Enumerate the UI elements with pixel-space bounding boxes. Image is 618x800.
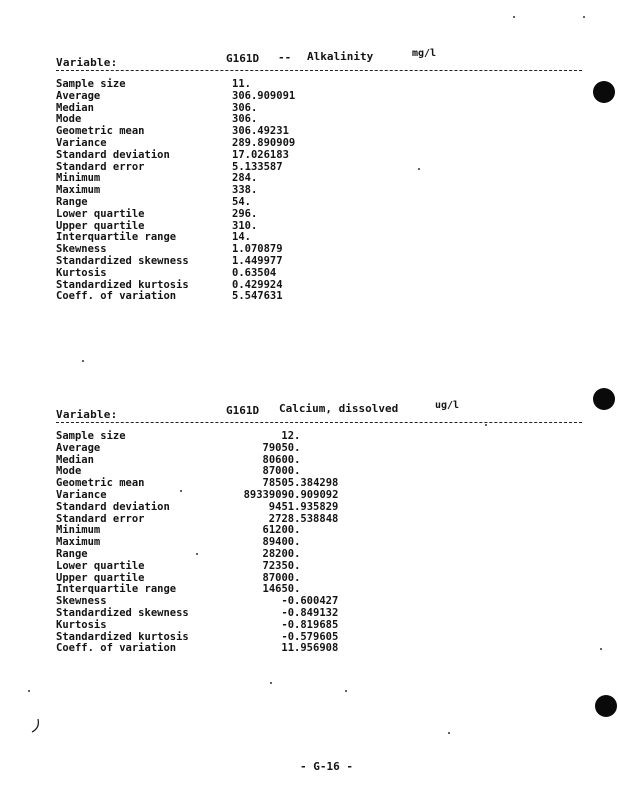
stat-row [56,430,582,442]
stat-row [56,489,582,501]
stat-row [56,536,582,548]
stat-row [56,102,582,114]
stat-value: 17.026183 [232,148,289,161]
stat-value: 89339090.909092 [243,488,339,501]
scan-speck [448,732,450,734]
stat-label: Coeff. of variation [56,642,177,655]
variable-separator: -- [278,51,292,64]
stat-label: Upper quartile [56,571,145,584]
stat-row [56,255,582,267]
header-rule [56,70,582,71]
stat-value: 78505.384298 [262,477,339,490]
stat-row [56,78,582,90]
stat-value: 87000. [262,465,301,478]
stat-row [56,137,582,149]
stats-list [56,78,582,302]
stat-row [56,548,582,560]
scan-speck [270,682,272,684]
stat-label: Standard deviation [56,148,170,161]
stat-label: Interquartile range [56,231,177,244]
stat-row [56,583,582,595]
stat-value: 0.429924 [232,278,283,291]
stat-value: 28200. [262,547,301,560]
stat-label: Average [56,441,101,454]
stat-label: Skewness [56,243,107,256]
variable-code: G161D [226,52,260,65]
stat-value: 11. [232,78,251,90]
stat-label: Skewness [56,595,107,608]
stat-row [56,208,582,220]
stat-row [56,243,582,255]
stats-list [56,430,582,654]
stat-row [56,454,582,466]
stat-value: -0.849132 [281,606,339,619]
stat-label: Variance [56,488,107,501]
stat-label: Kurtosis [56,266,107,279]
variable-code: G161D [226,404,260,417]
stat-row [56,184,582,196]
stat-value: 89400. [262,536,301,549]
stat-row [56,572,582,584]
stat-label: Median [56,453,94,466]
stat-value: 54. [232,195,251,208]
stat-row [56,524,582,536]
stat-value: 306. [232,113,258,126]
variable-unit: ug/l [435,400,460,411]
stat-label: Range [56,547,88,560]
page-number: - G-16 - [300,760,353,773]
stat-value: 306. [232,101,258,114]
stat-value: 5.133587 [232,160,283,173]
stat-label: Standardized kurtosis [56,630,189,643]
stat-label: Mode [56,465,82,478]
stat-label: Standard deviation [56,500,170,513]
header-rule [56,422,582,423]
stat-value: 79050. [262,441,301,454]
stat-value: 306.909091 [232,89,296,102]
stat-row [56,267,582,279]
stat-value: 80600. [262,453,301,466]
binder-hole [593,81,615,103]
scan-speck [196,553,198,555]
stat-label: Standard error [56,160,145,173]
stat-label: Average [56,89,101,102]
stat-value: 296. [232,207,258,220]
stat-label: Standardized kurtosis [56,278,189,291]
stat-row [56,231,582,243]
stat-value: 5.547631 [232,290,283,303]
stat-label: Sample size [56,430,126,442]
stat-row [56,465,582,477]
stat-row [56,631,582,643]
stat-label: Interquartile range [56,583,177,596]
scan-mark [30,718,42,734]
stat-value: 310. [232,219,258,232]
scan-speck [600,648,602,650]
stat-row [56,642,582,654]
stat-value: 14. [232,231,251,244]
stat-value: 284. [232,172,258,185]
stat-value: 87000. [262,571,301,584]
stat-row [56,442,582,454]
stat-label: Kurtosis [56,618,107,631]
stat-value: -0.600427 [281,595,339,608]
stat-label: Standardized skewness [56,606,189,619]
stat-label: Geometric mean [56,477,145,490]
scan-speck [345,690,347,692]
stat-value: 61200. [262,524,301,537]
stat-label: Maximum [56,184,101,197]
stat-value: 0.63504 [232,266,277,279]
stat-value: -0.819685 [281,618,339,631]
scan-speck [180,490,182,492]
binder-hole [593,388,615,410]
stat-row [56,220,582,232]
stat-row [56,172,582,184]
stat-row [56,279,582,291]
stat-label: Mode [56,113,82,126]
stat-value: 12. [281,430,301,442]
stat-value: 9451.935829 [268,500,339,513]
stat-value: 14650. [262,583,301,596]
stat-row [56,196,582,208]
stat-label: Median [56,101,94,114]
stat-row [56,113,582,125]
stat-value: 338. [232,184,258,197]
stat-row [56,619,582,631]
stat-label: Standard error [56,512,145,525]
scan-speck [418,168,420,170]
stat-row [56,595,582,607]
stat-label: Standardized skewness [56,254,189,267]
variable-label: Variable: [56,408,118,421]
stat-label: Minimum [56,524,101,537]
stat-label: Lower quartile [56,207,145,220]
binder-hole [595,695,617,717]
stat-value: 11.956908 [281,642,339,655]
stat-value: -0.579605 [281,630,339,643]
stat-value: 72350. [262,559,301,572]
stat-row [56,501,582,513]
stat-label: Lower quartile [56,559,145,572]
stat-label: Geometric mean [56,125,145,138]
stat-label: Variance [56,136,107,149]
stat-value: 1.070879 [232,243,283,256]
stat-label: Upper quartile [56,219,145,232]
variable-unit: mg/l [412,48,437,59]
stat-label: Sample size [56,78,126,90]
stat-row [56,477,582,489]
stat-value: 1.449977 [232,254,283,267]
scan-speck [583,16,585,18]
stat-row [56,149,582,161]
variable-label: Variable: [56,56,118,69]
scan-speck [485,424,487,426]
scan-speck [82,360,84,362]
stat-label: Minimum [56,172,101,185]
stat-value: 2728.538848 [268,512,339,525]
stat-row [56,560,582,572]
stat-row [56,161,582,173]
scan-speck [28,690,30,692]
stat-row [56,290,582,302]
stat-label: Coeff. of variation [56,290,177,303]
stat-label: Range [56,195,88,208]
stat-label: Maximum [56,536,101,549]
stat-row [56,90,582,102]
stat-row [56,125,582,137]
variable-name: Calcium, dissolved [279,402,399,415]
scan-speck [513,16,515,18]
stat-value: 306.49231 [232,125,289,138]
variable-name: Alkalinity [307,50,374,63]
stat-row [56,513,582,525]
stat-value: 289.890909 [232,136,296,149]
stat-row [56,607,582,619]
